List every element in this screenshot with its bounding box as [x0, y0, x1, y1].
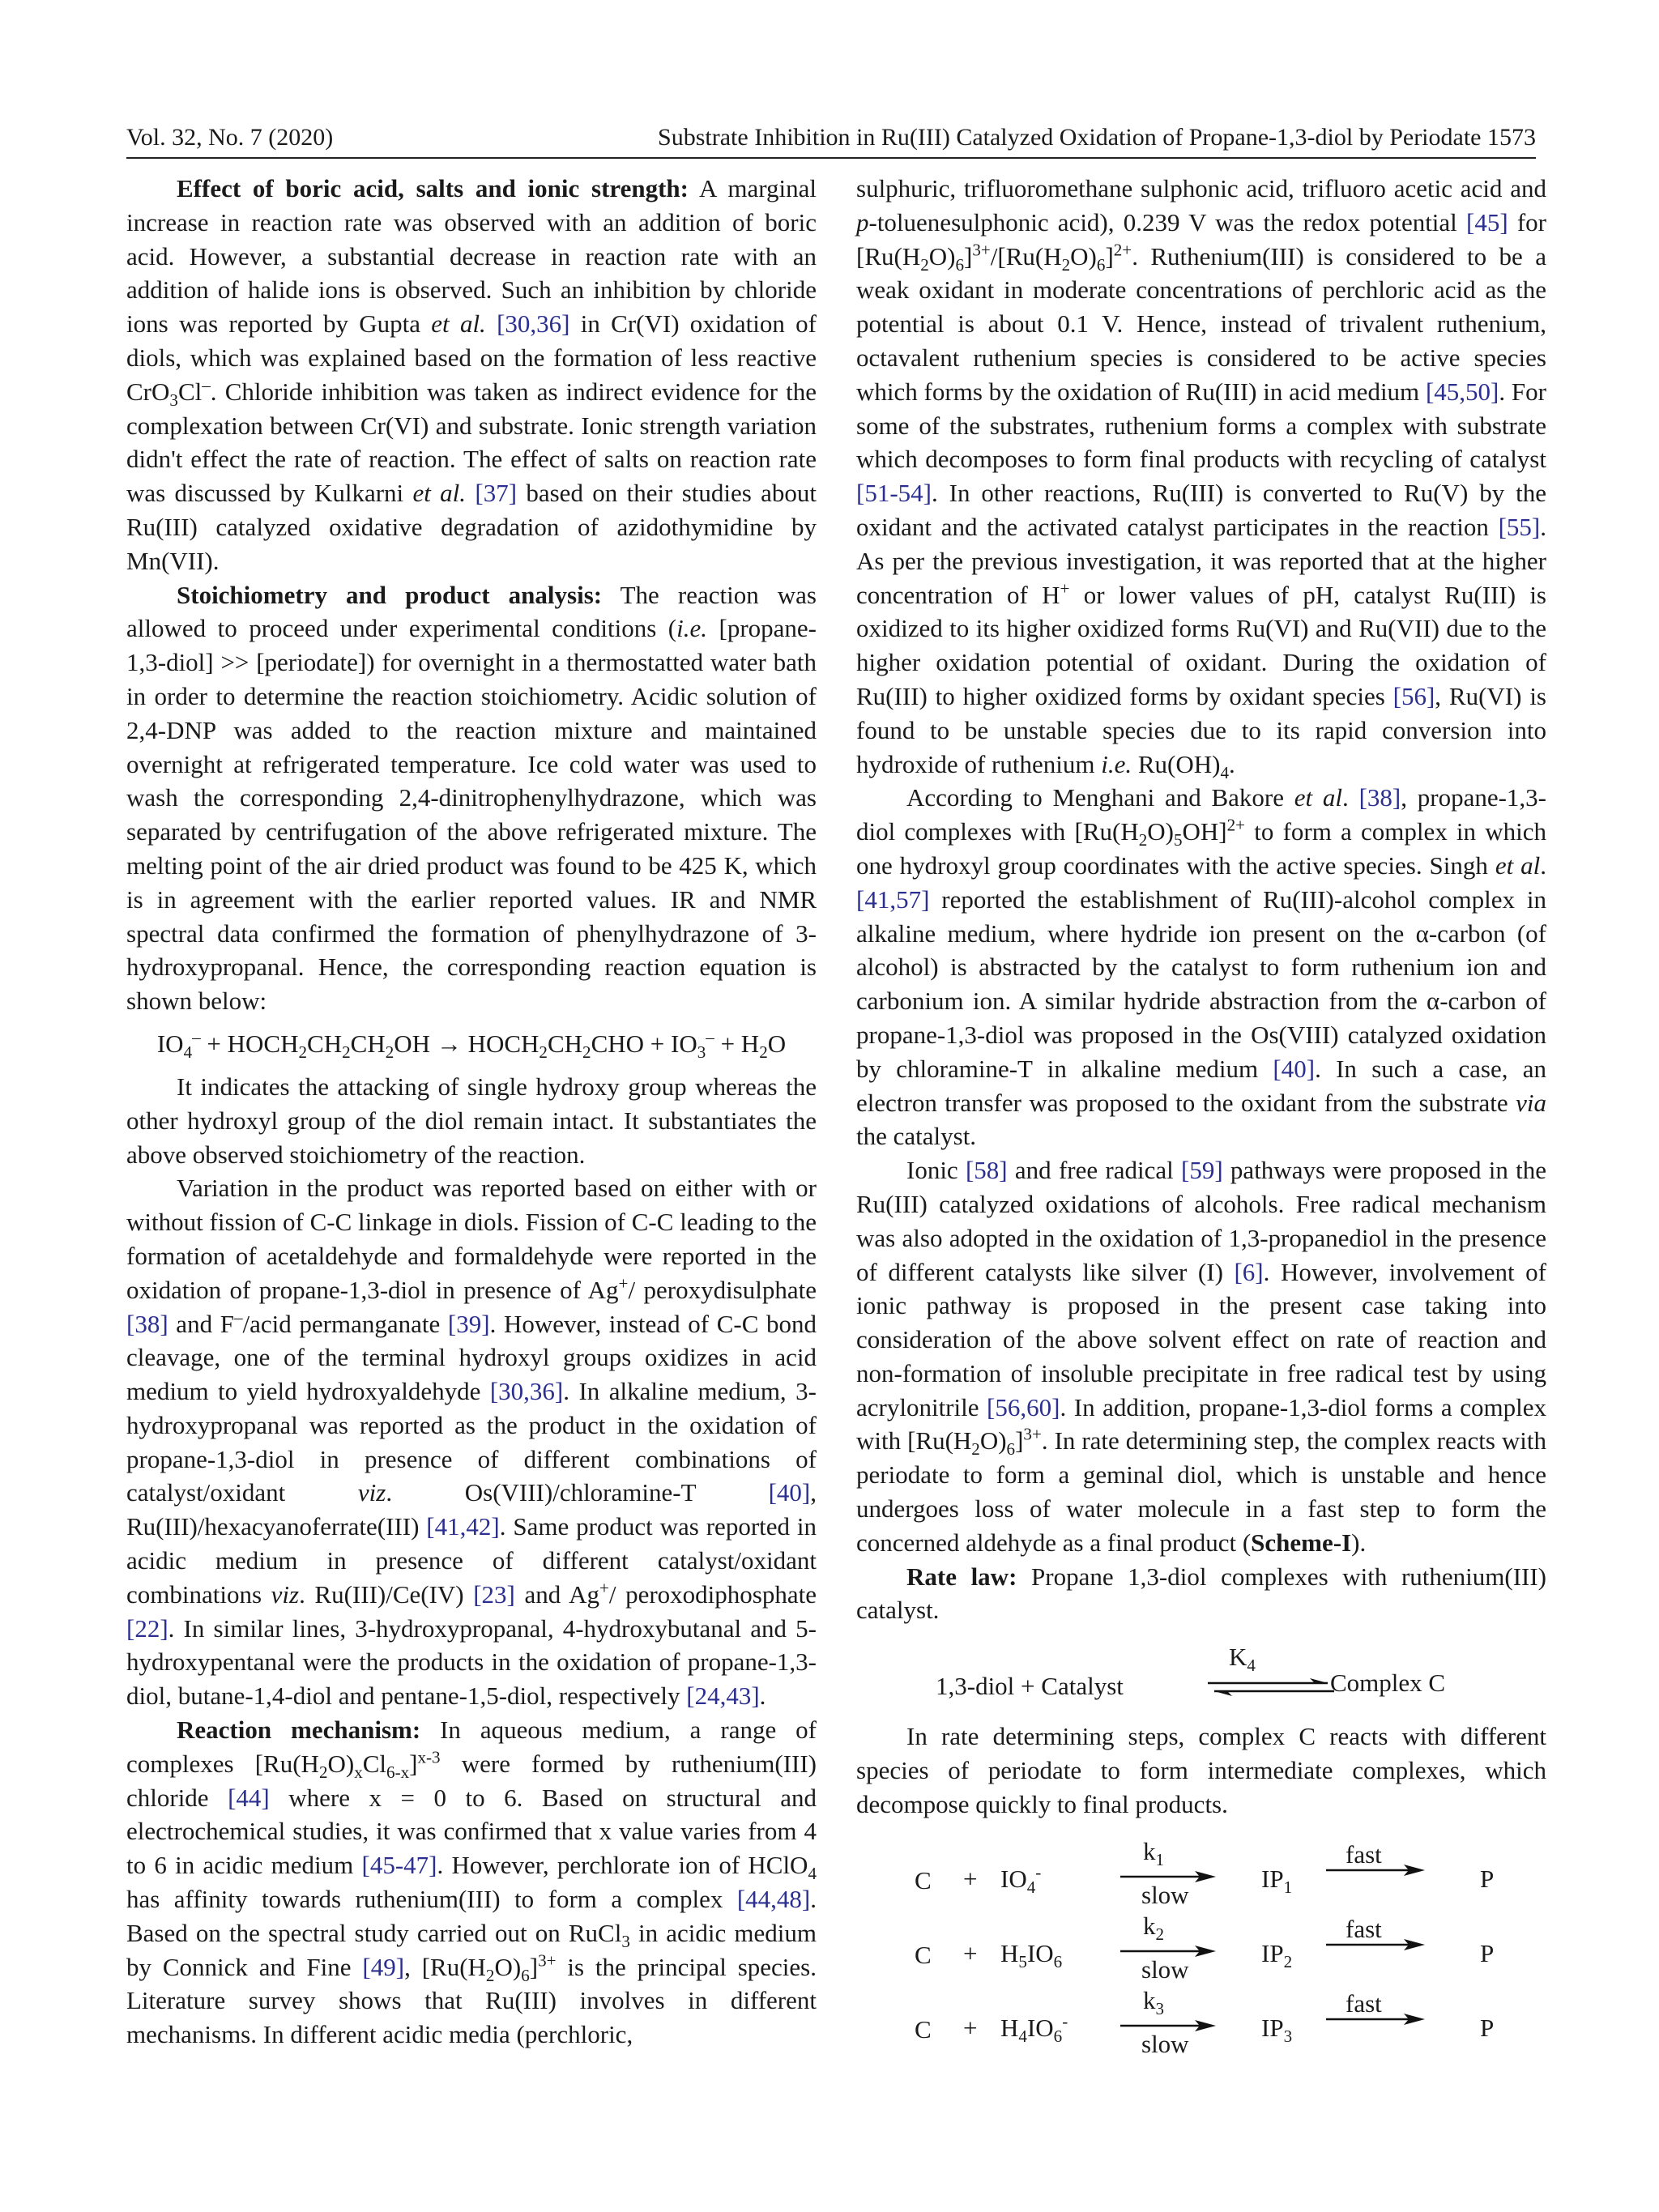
citation-link[interactable]: [37]	[475, 479, 518, 508]
citation-link[interactable]: [56]	[1392, 681, 1435, 710]
citation-link[interactable]: [44]	[228, 1783, 270, 1812]
citation-link[interactable]: [30,36]	[489, 1377, 564, 1406]
citation-link[interactable]: [44,48]	[736, 1885, 811, 1914]
section-heading: Stoichiometry and product analysis:	[177, 580, 603, 609]
paragraph-product-variation: Variation in the product was reported based on either with or without fission of C-C linkage in diols. Fission of C-C leading to the formation of acetaldehyde and formaldehyde were reported in the oxidation of propane-1,3-diol in presence of Ag+/ peroxydisulphate [38] and F–/acid permanganate [39]. However, instead of C-C bond cleavage, one of the terminal hydroxyl groups oxidizes in acid medium to yield hydroxyaldehyde [30,36]. In alkaline medium, 3-hydroxypropanal was reported as the product in the oxidation of propane-1,3-diol in presence of different combinations of catalyst/oxidant viz. Os(VIII)/chloramine-T [40], Ru(III)/hexacyanoferrate(III) [41,42]. Same product was reported in acidic medium in presence of different catalyst/oxidant combinations viz. Ru(III)/Ce(IV) [23] and Ag+/ peroxodiphosphate [22]. In similar lines, 3-hydroxypropanal, 4-hydroxybutanal and 5-hydroxypentanal were the products in the oxidation of propane-1,3-diol, butane-1,4-diol and pentane-1,5-diol, respectively [24,43].	[126, 1174, 817, 1711]
paragraph-stoichiometry: Stoichiometry and product analysis: The reaction was allowed to proceed under experimental conditions (i.e. [propane-1,3-diol] >> [periodate]) for overnight in a thermostatted water bath in order to determine the reaction stoichiometry. Acidic solution of 2,4-DNP was added to the reaction mixture and maintained overnight at refrigerated temperature. Ice cold water was used to wash the corresponding 2,4-dinitrophenylhydrazone, which was separated by centrifugation of the above refrigerated mixture. The melting point of the air dried product was found to be 425 K, which is in agreement with the earlier reported values. IR and NMR spectral data confirmed the formation of phenylhydrazone of 3-hydroxypropanal. Hence, the corresponding reaction equation is shown below:	[126, 580, 817, 1016]
scheme-reference: Scheme-I	[1251, 1528, 1352, 1557]
paragraph-redox-potential: sulphuric, trifluoromethane sulphonic acid, trifluoro acetic acid and p-toluenesulphonic acid), 0.239 V was the redox potential [45] for $[Ru(H_2O)_6]^{3+}/[Ru(H_2O)_6]^{2+}$. Ruthenium(III) is considered to be a weak oxidant in moderate concentrations of perchloric acid as the potential is about 0.1 V. Hence, instead of trivalent ruthenium, octavalent ruthenium species is considered to be active species which forms by the oxidation of Ru(III) in acid medium [45,50]. For some of the substrates, ruthenium forms a complex with substrate which decomposes to form final products with recycling of catalyst [51-54]. In other reactions, Ru(III) is converted to Ru(V) by the oxidant and the activated catalyst participates in the reaction [55]. As per the previous investigation, it was reported that at the higher concentration of H+ or lower values of pH, catalyst Ru(III) is oxidized to its higher oxidized forms Ru(VI) and Ru(VII) due to the higher oxidation potential of oxidant. During the oxidation of Ru(III) to higher oxidized forms by oxidant species [56], Ru(VI) is found to be unstable species due to its rapid conversion into hydroxide of ruthenium i.e. $Ru(OH)_4$.	[856, 174, 1546, 782]
equilibrium-constant: $K_4$	[1229, 1643, 1256, 1676]
header-rule	[126, 157, 1536, 159]
periodate-species: $IO_4^-$	[1000, 1862, 1042, 1897]
equilibrium-arrow-icon	[1206, 1676, 1336, 1698]
periodate-species: $H_4IO_6^-$	[1000, 2011, 1068, 2046]
scheme-row-1: C + $IO_4^-$ $k_1$ slow $IP_1$ fast P	[915, 1836, 1495, 1909]
paragraph-reaction-mechanism: Reaction mechanism: In aqueous medium, a range of complexes $[Ru(H_2O)_xCl_{6-x}]^{x-3}$ were formed by ruthenium(III) chloride [44] where x = 0 to 6. Based on structural and electrochemical studies, it was confirmed that x value varies from 4 to 6 in acidic medium [45-47]. However, perchlorate ion of HClO$_4$ has affinity towards ruthenium(III) to form a complex [44,48]. Based on the spectral study carried out on RuCl$_3$ in acidic medium by Connick and Fine [49], $[Ru(H_2O)_6]^{3+}$ is the principal species. Literature survey shows that Ru(III) involves in different mechanisms. In different acidic media (perchloric,	[126, 1715, 817, 2049]
equilibrium-reaction: 1,3-diol + Catalyst $K_4$ Complex C	[856, 1637, 1546, 1715]
citation-link[interactable]: [6]	[1234, 1257, 1264, 1286]
citation-link[interactable]: [30,36]	[497, 309, 570, 339]
journal-volume: Vol. 32, No. 7 (2020)	[126, 124, 334, 151]
citation-link[interactable]: [39]	[447, 1309, 490, 1338]
scheme-row-3: C + $H_4IO_6^-$ $k_3$ slow $IP_3$ fast P	[915, 1985, 1495, 2058]
citation-link[interactable]: [58]	[965, 1156, 1008, 1185]
citation-link[interactable]: [45,50]	[1425, 377, 1499, 406]
citation-link[interactable]: [40]	[768, 1478, 811, 1507]
paragraph-rate-law: Rate law: Propane 1,3-diol complexes with ruthenium(III) catalyst.	[856, 1562, 1546, 1625]
section-heading: Reaction mechanism:	[177, 1715, 421, 1745]
citation-link[interactable]: [23]	[473, 1579, 515, 1609]
arrow-icon	[1326, 2011, 1425, 2027]
citation-link[interactable]: [49]	[362, 1952, 405, 1981]
section-heading: Rate law:	[906, 1562, 1017, 1591]
citation-link[interactable]: [38]	[126, 1309, 168, 1338]
citation-link[interactable]: [56,60]	[987, 1392, 1060, 1421]
left-column	[126, 172, 817, 2052]
citation-link[interactable]: [45]	[1466, 207, 1508, 237]
periodate-species: $H_5IO_6$	[1000, 1938, 1063, 1971]
citation-link[interactable]: [41,42]	[426, 1512, 500, 1541]
citation-link[interactable]: [24,43]	[686, 1681, 760, 1711]
paragraph-stoichiometry-conclusion: It indicates the attacking of single hydroxy group whereas the other hydroxyl group of the diol remain intact. It substantiates the above observed stoichiometry of the reaction.	[126, 1072, 817, 1169]
citation-link[interactable]: [55]	[1498, 512, 1541, 541]
reaction-equation: $IO_4^-$ + $HOCH_2CH_2CH_2OH$ → $HOCH_2CH_2CHO + IO_3^- + H_2O$	[156, 1027, 787, 1063]
arrow-icon	[1326, 1937, 1425, 1953]
reaction-scheme	[856, 1833, 1546, 2058]
citation-link[interactable]: [59]	[1181, 1156, 1223, 1185]
arrow-icon	[1326, 1862, 1425, 1878]
section-heading: Effect of boric acid, salts and ionic strength:	[177, 174, 689, 202]
paragraph-menghani: According to Menghani and Bakore et al. [38], propane-1,3-diol complexes with $[Ru(H_2O)_5OH]^{2+}$ to form a complex in which one hydroxyl group coordinates with the active species. Singh et al. [41,57] reported the establishment of Ru(III)-alcohol complex in alkaline medium, where hydride ion present on the α-carbon (of alcohol) is abstracted by the catalyst to form ruthenium ion and carbonium ion. A similar hydride abstraction from the α-carbon of propane-1,3-diol was proposed in the Os(VIII) catalyzed oxidation by chloramine-T in alkaline medium [40]. In such a case, an electron transfer was proposed to the oxidant from the substrate via the catalyst.	[856, 783, 1547, 1151]
running-header	[126, 121, 1536, 157]
citation-link[interactable]: [38]	[1358, 783, 1401, 812]
citation-link[interactable]: [41,57]	[856, 884, 930, 914]
citation-link[interactable]: [45-47]	[361, 1851, 437, 1880]
citation-link[interactable]: [22]	[126, 1613, 168, 1643]
scheme-row-2: C + $H_5IO_6$ $k_2$ slow $IP_2$ fast P	[915, 1911, 1495, 1984]
citation-link[interactable]: [51-54]	[856, 479, 932, 508]
running-title: Substrate Inhibition in Ru(III) Catalyzed Oxidation of Propane-1,3-diol by Periodate 1573	[658, 124, 1536, 151]
paragraph-ionic-pathway: Ionic [58] and free radical [59] pathways were proposed in the Ru(III) catalyzed oxidations of alcohols. Free radical mechanism was also adopted in the oxidation of 1,3-propanediol in the presence of different catalysts like silver (I) [6]. However, involvement of ionic pathway is proposed in the present case taking into consideration of the above solvent effect on rate of reaction and non-formation of insoluble precipitate in free radical test by using acrylonitrile [56,60]. In addition, propane-1,3-diol forms a complex with $[Ru(H_2O)_6]^{3+}$. In rate determining step, the complex reacts with periodate to form a geminal diol, which is unstable and hence undergoes loss of water molecule in a fast step to form the concerned aldehyde as a final product (Scheme-I).	[856, 1156, 1546, 1557]
paragraph-rate-determining: In rate determining steps, complex C reacts with different species of periodate to form intermediate complexes, which decompose quickly to final products.	[856, 1722, 1546, 1818]
paragraph-effect-of-boric-acid: Effect of boric acid, salts and ionic strength: A marginal increase in reaction rate was observed with an addition of boric acid. However, a substantial decrease in reaction rate with an addition of halide ions is observed. Such an inhibition by chloride ions was reported by Gupta et al. [30,36] in Cr(VI) oxidation of diols, which was explained based on the formation of less reactive CrO$_3$Cl–. Chloride inhibition was taken as indirect evidence for the complexation between Cr(VI) and substrate. Ionic strength variation didn't effect the rate of reaction. The effect of salts on reaction rate was discussed by Kulkarni et al. [37] based on their studies about Ru(III) catalyzed oxidative degradation of azidothymidine by Mn(VII).	[126, 174, 817, 575]
citation-link[interactable]: [40]	[1273, 1054, 1316, 1083]
right-column	[856, 172, 1547, 2058]
